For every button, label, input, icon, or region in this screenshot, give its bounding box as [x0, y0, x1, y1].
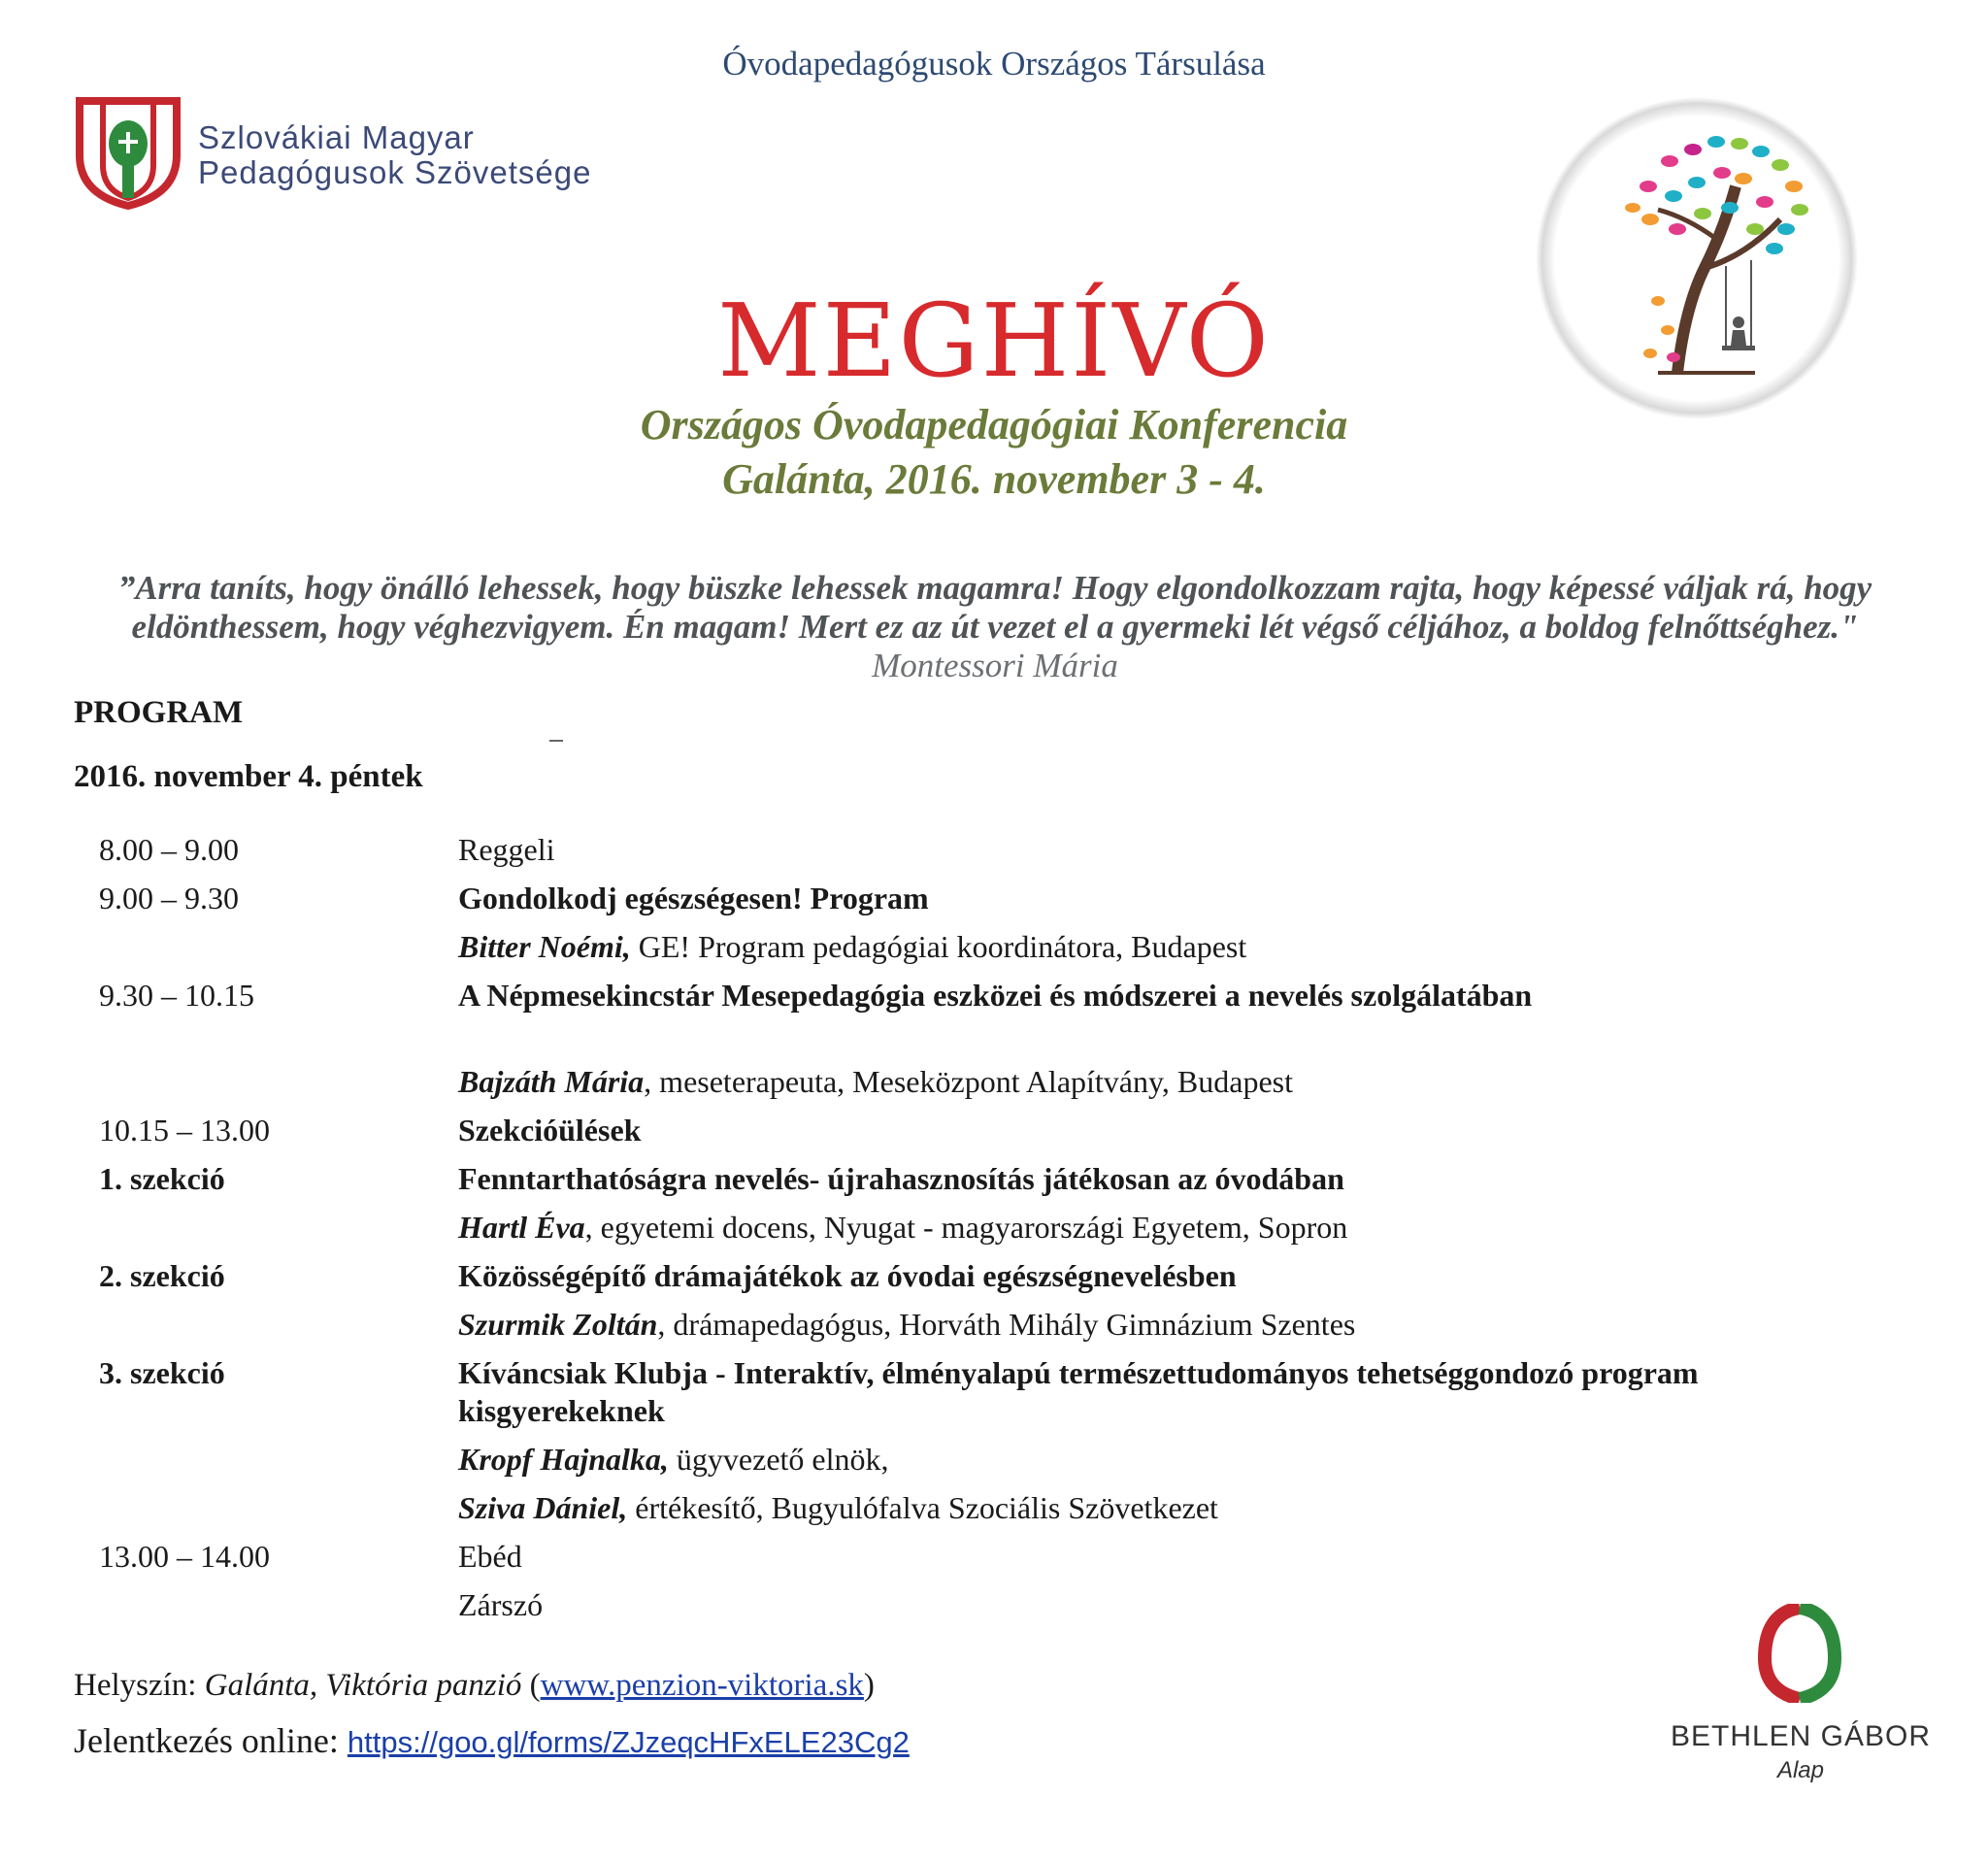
row-presenter	[458, 1209, 1740, 1247]
venue-place: Galánta, Viktória panzió	[204, 1668, 522, 1703]
program-date: 2016. november 4. péntek	[74, 759, 423, 794]
smpsz-name	[198, 120, 591, 190]
row-title: Fenntarthatóságra nevelés- újrahasznosítás játékosan az óvodában	[458, 1161, 1344, 1196]
presenter-role: ügyvezető elnök,	[668, 1442, 889, 1477]
venue-website-link[interactable]: www.penzion-viktoria.sk	[540, 1668, 864, 1703]
presenter-name: Hartl Éva	[458, 1210, 585, 1245]
row-presenter	[458, 1489, 1740, 1527]
row-title: Közösségépítő drámajátékok az óvodai egészségnevelésben	[458, 1258, 1237, 1293]
row-presenter	[458, 1441, 1740, 1479]
row-section: 1. szekció	[99, 1161, 225, 1196]
row-time: 13.00 – 14.00	[99, 1539, 270, 1574]
signup-label: Jelentkezés online:	[74, 1721, 348, 1760]
presenter-role: , meseterapeuta, Meseközpont Alapítvány, Budapest	[644, 1064, 1294, 1099]
presenter-name: Sziva Dániel,	[458, 1490, 628, 1525]
quote-author: Montessori Mária	[872, 647, 1118, 684]
row-title: Zárszó	[458, 1587, 544, 1622]
row-time: 10.15 – 13.00	[99, 1113, 270, 1148]
signup-line	[74, 1720, 910, 1761]
row-section: 2. szekció	[99, 1258, 225, 1293]
presenter-role: értékesítő, Bugyulófalva Szociális Szövetkezet	[627, 1490, 1218, 1525]
smpsz-name-line1: Szlovákiai Magyar	[198, 119, 475, 155]
presenter-role: GE! Program pedagógiai koordinátora, Budapest	[630, 929, 1247, 964]
bga-subtitle: Alap	[1776, 1757, 1825, 1783]
invitation-title: MEGHÍVÓ	[717, 282, 1271, 400]
row-title: Gondolkodj egészségesen! Program	[458, 881, 929, 915]
conference-name: Országos Óvodapedagógiai Konferencia	[640, 401, 1348, 449]
presenter-role: , drámapedagógus, Horváth Mihály Gimnázium Szentes	[657, 1307, 1356, 1342]
signup-form-link[interactable]: https://goo.gl/forms/ZJzeqcHFxELE23Cg2	[347, 1725, 910, 1759]
row-presenter	[458, 928, 1740, 966]
venue-paren-open: (	[521, 1668, 541, 1703]
quote-text: ”Arra taníts, hogy önálló lehessek, hogy büszke lehessek magamra! Hogy elgondolkozzam rajta, hogy képessé váljak rá, hogy eldönthessem, hogy véghezvigyem. Én magam! Mert ez az út vezet el a gyermeki lét végső céljához, a boldog felnőttséghez."	[117, 569, 1872, 646]
presenter-name: Bitter Noémi,	[458, 929, 631, 964]
row-section: 3. szekció	[99, 1355, 225, 1390]
row-title: Ebéd	[458, 1539, 522, 1574]
presenter-role: , egyetemi docens, Nyugat - magyarországi Egyetem, Sopron	[584, 1210, 1348, 1245]
divider-mark	[549, 740, 563, 742]
row-title: Kíváncsiak Klubja - Interaktív, élményalapú természettudományos tehetséggondozó program kisgyerekeknek	[458, 1355, 1699, 1428]
venue-line	[74, 1668, 875, 1704]
row-title: Reggeli	[458, 832, 555, 867]
program-heading: PROGRAM	[74, 695, 244, 730]
row-title: A Népmesekincstár Mesepedagógia eszközei és módszerei a nevelés szolgálatában	[458, 978, 1533, 1013]
presenter-name: Szurmik Zoltán	[458, 1307, 658, 1342]
venue-label: Helyszín:	[74, 1668, 205, 1703]
venue-paren-close: )	[863, 1668, 875, 1703]
smpsz-name-line2: Pedagógusok Szövetsége	[198, 154, 592, 190]
conference-location-date: Galánta, 2016. november 3 - 4.	[722, 455, 1266, 503]
bethlen-gabor-logo	[1755, 1604, 1844, 1703]
organization-header: Óvodapedagógusok Országos Társulása	[722, 45, 1266, 83]
presenter-name: Kropf Hajnalka,	[458, 1442, 669, 1477]
smpsz-shield-logo	[74, 97, 182, 210]
row-time: 8.00 – 9.00	[99, 832, 239, 867]
presenter-name: Bajzáth Mária	[458, 1064, 645, 1099]
row-presenter	[458, 1306, 1740, 1344]
row-time: 9.30 – 10.15	[99, 978, 254, 1013]
row-title: Szekcióülések	[458, 1113, 642, 1148]
quote	[87, 569, 1903, 685]
row-time: 9.00 – 9.30	[99, 881, 239, 915]
row-presenter	[458, 1063, 1740, 1101]
bga-name: BETHLEN GÁBOR	[1670, 1720, 1932, 1752]
